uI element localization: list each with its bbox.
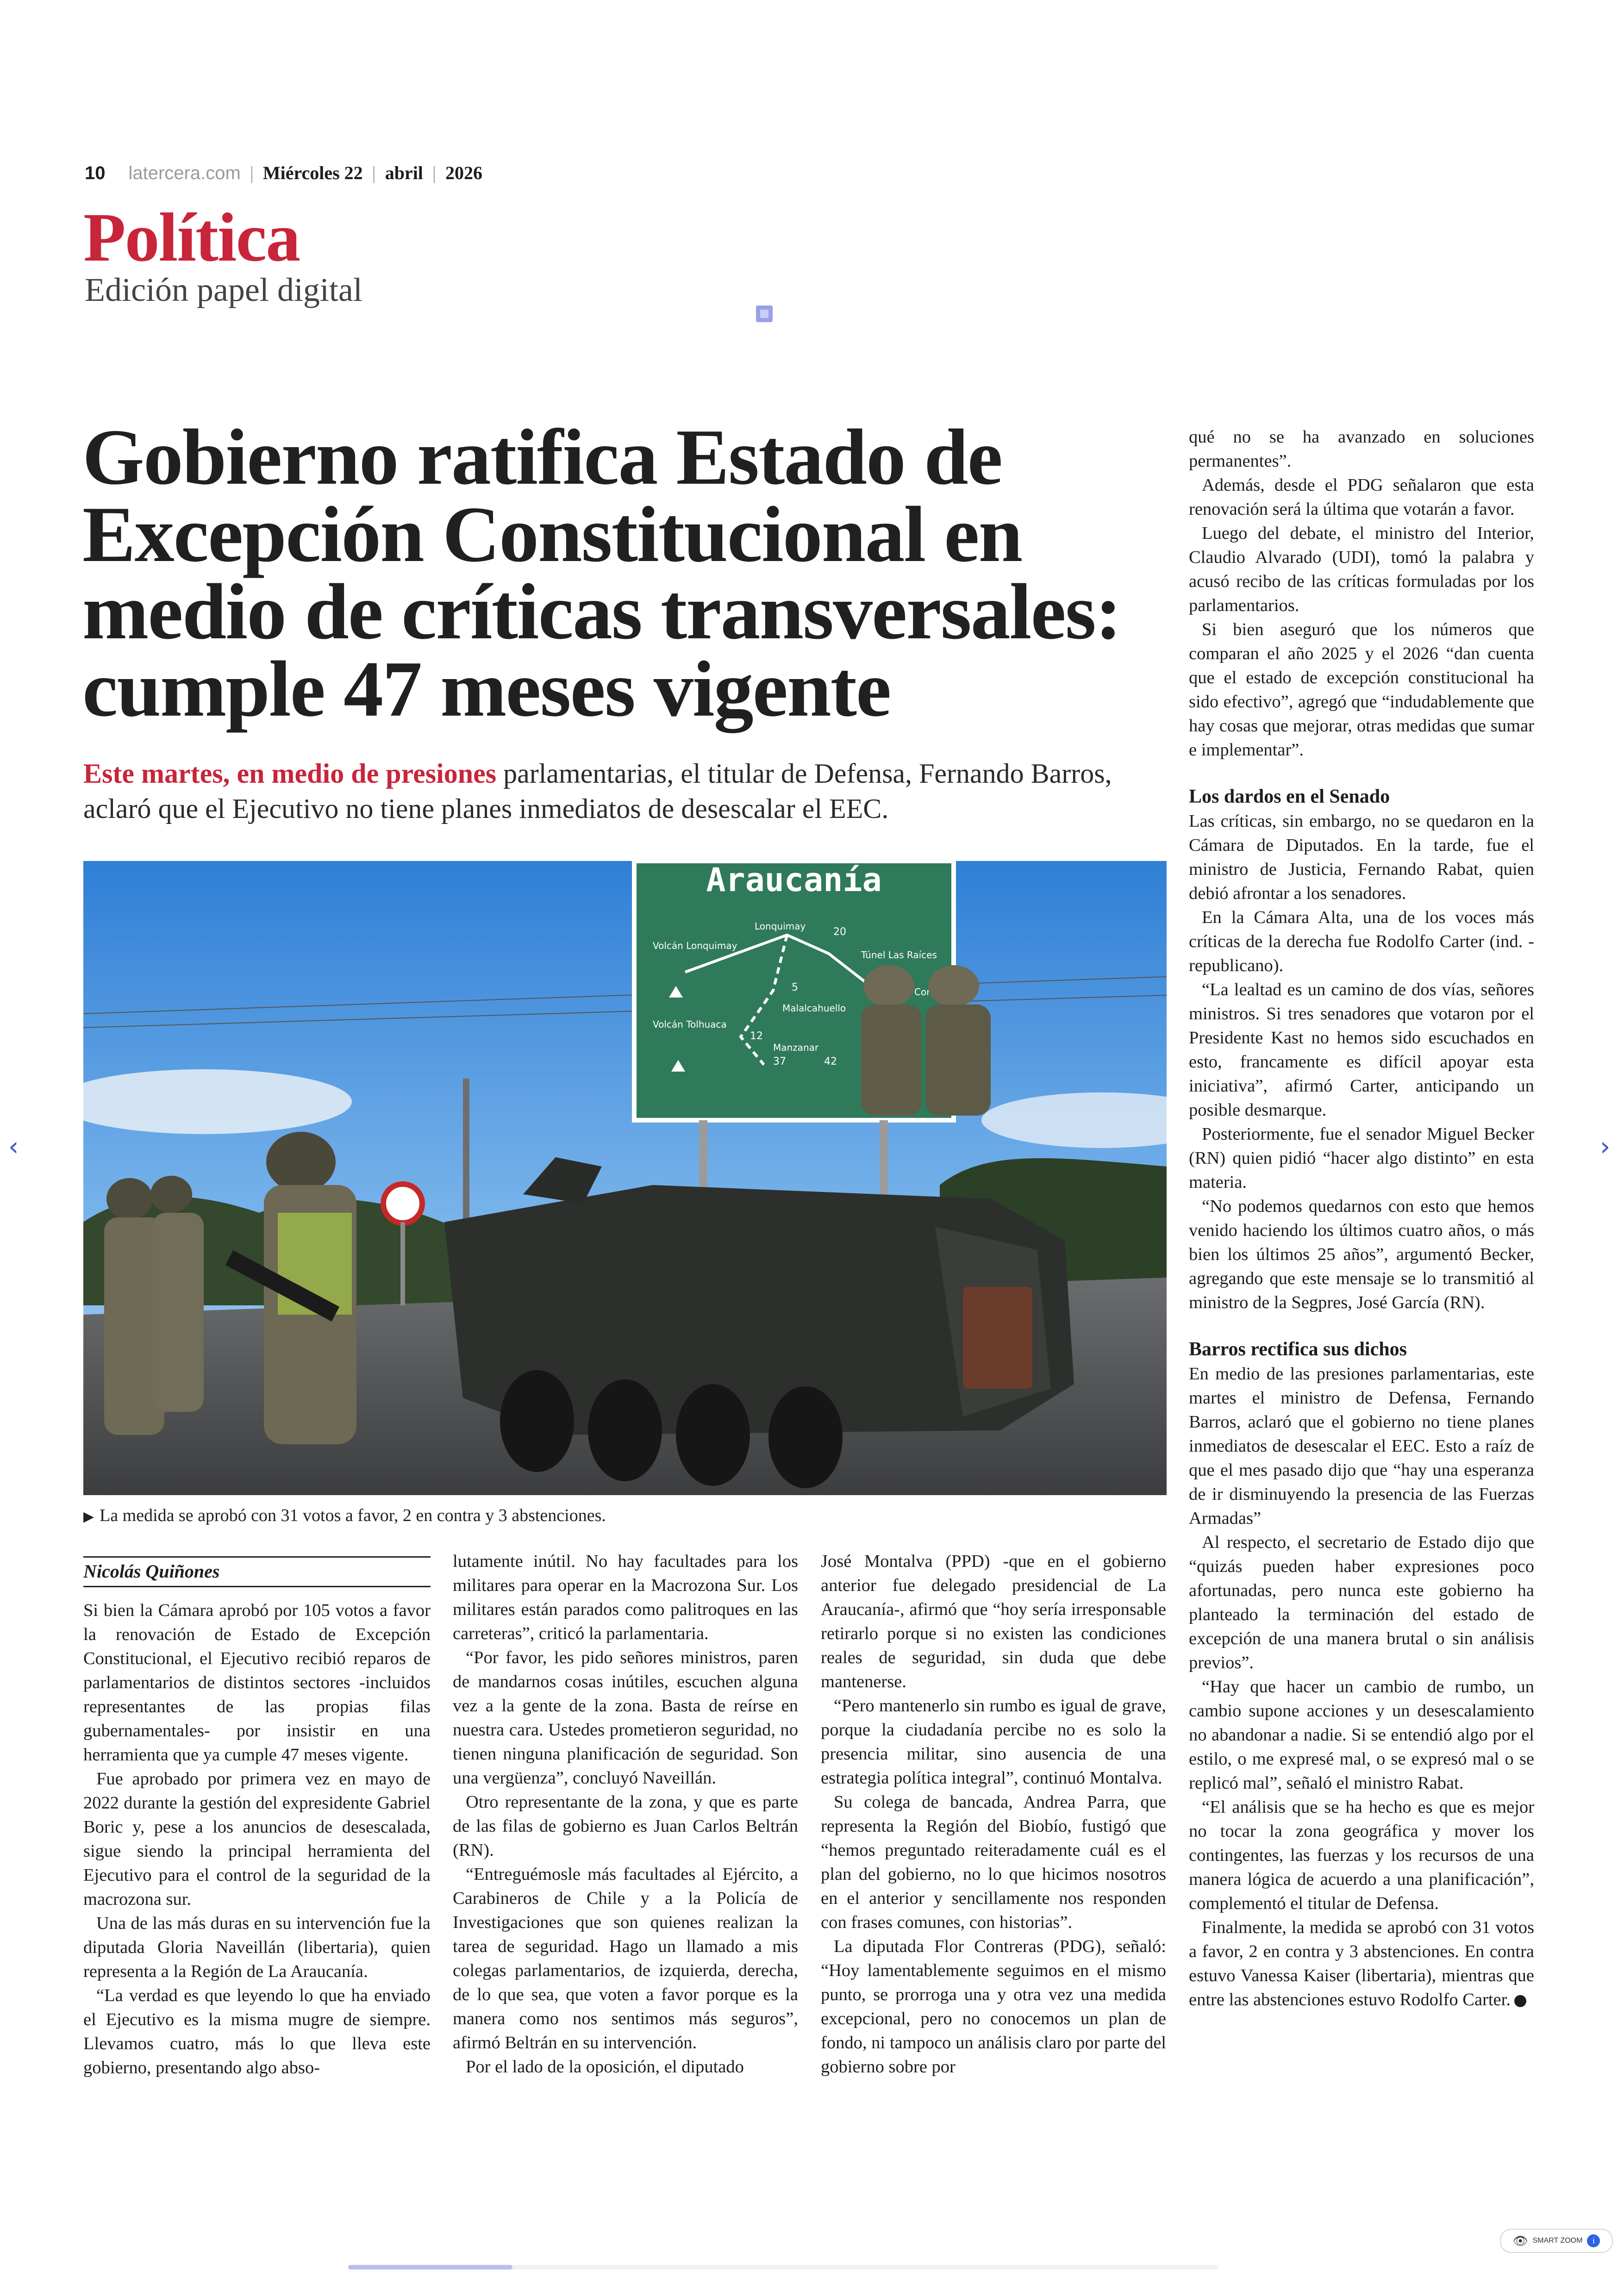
sign-number: 42 — [824, 1056, 837, 1067]
paragraph: Además, desde el PDG señalaron que esta renovación será la última que votarán a favor. — [1189, 475, 1534, 519]
closing-paragraph — [1189, 1915, 1534, 2012]
issue-month: abril — [385, 162, 423, 183]
article-headline: Gobierno ratifica Estado de Excepción Constitucional en medio de críticas transversales: cumple 47 meses vigente — [82, 413, 1121, 733]
paragraph: “Hay que hacer un cambio de rumbo, un cambio supone acciones y un desescalamiento no abandonar a nadie. Si se entendió algo por el estilo, o me expresé mal, o se expresó mal o se replicó mal”, señaló el ministro Rabat. — [1189, 1677, 1534, 1793]
subheading-barros: Barros rectifica sus dichos — [1189, 1339, 1407, 1360]
paragraph: “No podemos quedarnos con esto que hemos venido haciendo los últimos cuatro años, o más bien los últimos 25 años”, argumentó Becker, agregando que este mensaje se lo transmitió al ministro de la Segpres, José García (RN). — [1189, 1197, 1534, 1312]
byline: Nicolás Quiñones — [83, 1556, 431, 1587]
paragraph: “Entreguémosle más facultades al Ejército, a Carabineros de Chile y a la Policía de Investigaciones que son quienes realizan la tarea de seguridad. Hago un llamado a mis colegas parlamentarios, de izquierda, derecha, de lo que sea, que voten a favor porque es la manera como nos sentimos más seguros”, afirmó Beltrán en su intervención. — [453, 1865, 798, 2052]
photo-caption — [83, 1505, 1167, 1526]
paragraph: La diputada Flor Contreras (PDG), señaló: “Hoy lamentablemente seguimos en el mismo punto, se prorroga una y otra vez una medida excepcional, pero no conocemos un plan de fondo, ni tampoco un análisis claro por parte del gobierno sobre por — [821, 1937, 1166, 2077]
paragraph: Posteriormente, fue el senador Miguel Becker (RN) quien pidió “hacer algo distinto” en esta materia. — [1189, 1124, 1534, 1192]
previous-page-button[interactable]: ‹ — [8, 1132, 19, 1162]
paragraph: Si bien aseguró que los números que comparan el año 2025 y el 2026 “dan cuenta que el estado de excepción constitucional ha sido efectivo”, agregó que “indudablemente que hay cosas que mejorar, otras medidas que sumar e implementar”. — [1189, 620, 1534, 760]
paragraph: José Montalva (PPD) -que en el gobierno anterior fue delegado presidencial de La Araucanía-, afirmó que “hoy sería irresponsable retirarlo porque si no existen las condiciones reales de seguridad, sin duda que debe mantenerse. — [821, 1552, 1166, 1691]
paragraph: Fue aprobado por primera vez en mayo de 2022 durante la gestión del expresidente Gabriel Boric y, pese a los anuncios de desescalada, sigue siendo la principal herramienta del Ejecutivo para el control de la seguridad de la macrozona sur. — [83, 1769, 431, 1909]
paragraph: Su colega de bancada, Andrea Parra, que representa la Región del Biobío, fustigó que “hemos preguntado reiteradamente cuál es el plan del gobierno, no lo que hicimos nosotros en el anterior y sencillamente nos responden con frases comunes, con historias”. — [821, 1792, 1166, 1932]
section-title: Política — [83, 199, 300, 276]
issue-year: 2026 — [445, 162, 482, 183]
paragraph: lutamente inútil. No hay facultades para los militares para operar en la Macrozona Sur. Los militares están parados como palitroques en las carreteras”, criticó la parlamentaria. — [453, 1552, 798, 1643]
deck-lead: Este martes, en medio de presiones — [83, 758, 497, 789]
issue-day: Miércoles 22 — [262, 162, 363, 183]
smart-zoom-label: SMART ZOOM — [1532, 2237, 1583, 2245]
info-badge-icon: i — [1587, 2234, 1600, 2247]
closing-text: Finalmente, la medida se aprobó con 31 votos a favor, 2 en contra y 3 abstenciones. En contra estuvo Vanessa Kaiser (libertaria), mientras que entre las abstenciones estuvo Rodolfo Carter. — [1189, 1918, 1534, 2009]
sign-place: Volcán Lonquimay — [653, 940, 737, 951]
folio-line: 10 latercera.com | Miércoles 22 | abril | 2026 — [85, 162, 482, 183]
sign-place: Túnel Las Raíces — [861, 949, 937, 960]
sign-place: Volcán Tolhuaca — [653, 1019, 727, 1030]
smart-zoom-button[interactable] — [1500, 2229, 1613, 2253]
end-of-article-icon — [1514, 1995, 1526, 2007]
page-number: 10 — [85, 163, 106, 183]
caption-marker-icon: ▶ — [83, 1509, 94, 1524]
body-column-2 — [453, 1549, 798, 2079]
paragraph: “La verdad es que leyendo lo que ha enviado el Ejecutivo es la misma mugre de siempre. Llevamos cuatro, más lo que lleva este gobierno, presentando algo abso- — [83, 1986, 431, 2077]
sign-number: 20 — [833, 926, 846, 938]
eye-icon: 👁 — [1512, 2233, 1528, 2248]
paragraph: En medio de las presiones parlamentarias, este martes el ministro de Defensa, Fernando Barros, aclaró que el gobierno no tiene planes inmediatos de desescalar el EEC. Esto a raíz de que el mes pasado dijo que “hay una esperanza de ir disminuyendo la presencia de las Fuerzas Armadas” — [1189, 1364, 1534, 1528]
paragraph: En la Cámara Alta, una de los voces más críticas de la derecha fue Rodolfo Carter (ind. -republicano). — [1189, 908, 1534, 975]
body-column-1 — [83, 1598, 431, 2080]
body-column-3 — [821, 1549, 1166, 2079]
page-scrollbar-thumb[interactable] — [348, 2265, 512, 2270]
article-deck — [83, 756, 1162, 826]
sign-title: Araucanía — [706, 861, 882, 899]
paragraph: Por el lado de la oposición, el diputado — [466, 2057, 744, 2077]
sign-place: Lonquimay — [755, 921, 806, 932]
sign-place: Con — [914, 986, 932, 998]
site-name: latercera.com — [128, 163, 241, 183]
article-photo — [83, 861, 1167, 1495]
paragraph: “El análisis que se ha hecho es que es mejor no tocar la zona geográfica y mover los contingentes, las fuerzas y los recursos de una manera lógica de acuerdo a una planificación”, complementó el titular de Defensa. — [1189, 1797, 1534, 1913]
paragraph: “Pero mantenerlo sin rumbo es igual de grave, porque la ciudadanía percibe no es solo la presencia militar, sino ausencia de una estrategia política integral”, continuó Montalva. — [821, 1696, 1166, 1788]
sign-place: Malalcahuello — [782, 1003, 846, 1014]
sign-place: Manzanar — [773, 1042, 819, 1053]
paragraph: qué no se ha avanzado en soluciones permanentes”. — [1189, 427, 1534, 471]
edition-label: Edición papel digital — [85, 271, 362, 308]
paragraph: Si bien la Cámara aprobó por 105 votos a favor la renovación de Estado de Excepción Constitucional, el Ejecutivo recibió reparos de parlamentarios de distintos sectores -incluidos representantes de las propias filas gubernamentales- por insistir en una herramienta que ya cumple 47 meses vigente. — [83, 1601, 431, 1765]
paragraph: Una de las más duras en su intervención fue la diputada Gloria Naveillán (libertaria), quien representa a la Región de La Araucanía. — [83, 1914, 431, 1981]
paragraph: Otro representante de la zona, y que es parte de las filas de gobierno es Juan Carlos Beltrán (RN). — [453, 1792, 798, 1860]
paragraph: “Por favor, les pido señores ministros, paren de mandarnos cosas inútiles, escuchen alguna vez a la gente de la zona. Basta de reírse en nuestra cara. Ustedes prometieron seguridad, no tienen ninguna planificación de seguridad. Son una vergüenza”, concluyó Naveillán. — [453, 1648, 798, 1788]
sign-number: 12 — [750, 1030, 763, 1042]
bookmark-icon[interactable] — [756, 306, 773, 322]
sign-number: 5 — [792, 982, 798, 993]
paragraph: Luego del debate, el ministro del Interior, Claudio Alvarado (UDI), tomó la palabra y acusó recibo de las críticas formuladas por los parlamentarios. — [1189, 524, 1534, 615]
paragraph: Las críticas, sin embargo, no se quedaron en la Cámara de Diputados. En la tarde, fue el ministro de Justicia, Fernando Rabat, quien debió afrontar a los senadores. — [1189, 811, 1534, 903]
deck-rest: parlamentarias, el titular de Defensa, Fernando Barros, aclaró que el Ejecutivo no tiene planes inmediatos de desescalar el EEC. — [83, 758, 1112, 824]
sign-number: 37 — [773, 1056, 786, 1067]
paragraph: “La lealtad es un camino de dos vías, señores ministros. Si tres senadores que votaron por el Presidente Kast no hemos sido escuchados en esto, francamente es difícil apoyar esta iniciativa”, afirmó Carter, anticipando un posible desmarque. — [1189, 980, 1534, 1120]
subheading-senado: Los dardos en el Senado — [1189, 786, 1390, 807]
body-column-4 — [1189, 425, 1534, 2012]
caption-text: La medida se aprobó con 31 votos a favor, 2 en contra y 3 abstenciones. — [100, 1506, 606, 1525]
next-page-button[interactable]: › — [1600, 1132, 1611, 1162]
paragraph: Al respecto, el secretario de Estado dijo que “quizás pueden haber expresiones poco afortunadas, pero nunca este gobierno ha planteado la terminación del estado de excepción de una manera brutal o sin análisis previos”. — [1189, 1533, 1534, 1672]
